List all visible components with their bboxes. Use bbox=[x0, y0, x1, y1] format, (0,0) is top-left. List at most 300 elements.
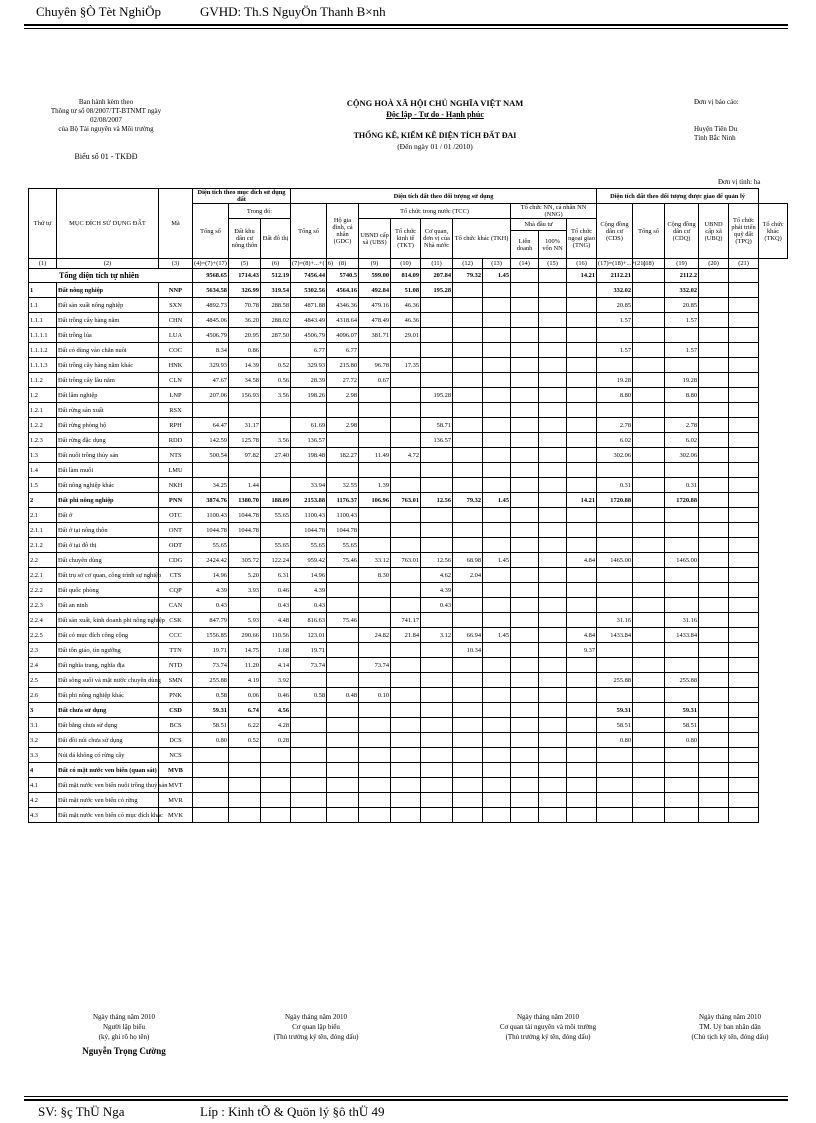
table-cell bbox=[421, 478, 453, 493]
row-code: CQP bbox=[159, 583, 193, 598]
table-cell bbox=[539, 493, 567, 508]
table-cell bbox=[729, 538, 759, 553]
row-stt: 2.2.5 bbox=[29, 628, 57, 643]
table-cell: 6.74 bbox=[229, 703, 261, 718]
form-number: Biểu số 01 - TKĐĐ bbox=[74, 152, 138, 161]
table-cell: 156.93 bbox=[229, 388, 261, 403]
table-row bbox=[29, 508, 788, 523]
group-by-user: Diện tích đất theo đối tượng sử dụng bbox=[291, 189, 597, 204]
table-cell bbox=[511, 613, 539, 628]
table-cell bbox=[359, 508, 391, 523]
row-stt: 4.1 bbox=[29, 778, 57, 793]
table-row bbox=[29, 808, 788, 823]
column-number: (2) bbox=[57, 259, 159, 269]
table-cell bbox=[539, 733, 567, 748]
table-cell: 58.51 bbox=[193, 718, 229, 733]
table-cell bbox=[391, 433, 421, 448]
table-cell bbox=[699, 658, 729, 673]
row-name: Đất làm muối bbox=[57, 463, 159, 478]
table-cell bbox=[699, 778, 729, 793]
table-cell: 14.96 bbox=[291, 568, 327, 583]
table-cell bbox=[483, 688, 511, 703]
table-cell bbox=[567, 733, 597, 748]
column-number: (14) bbox=[511, 259, 539, 269]
table-cell bbox=[511, 628, 539, 643]
row-code: LMU bbox=[159, 463, 193, 478]
table-cell bbox=[633, 793, 665, 808]
table-cell bbox=[567, 463, 597, 478]
table-cell bbox=[391, 508, 421, 523]
signature-2 bbox=[236, 1012, 396, 1046]
table-cell: 0.31 bbox=[665, 478, 699, 493]
running-header-right: GVHD: Th.S NguyÖn Thanh B×nh bbox=[200, 4, 386, 19]
row-name: Đất phi nông nghiệp bbox=[57, 493, 159, 508]
table-cell bbox=[699, 688, 729, 703]
row-stt: 3.3 bbox=[29, 748, 57, 763]
row-code: MVB bbox=[159, 763, 193, 778]
table-cell bbox=[483, 283, 511, 298]
table-cell bbox=[327, 628, 359, 643]
province: Tỉnh Bắc Ninh bbox=[694, 134, 736, 142]
table-cell bbox=[633, 778, 665, 793]
table-cell bbox=[193, 778, 229, 793]
table-cell bbox=[511, 718, 539, 733]
table-cell: 4.39 bbox=[291, 583, 327, 598]
table-cell bbox=[291, 733, 327, 748]
table-cell: 33.12 bbox=[359, 553, 391, 568]
table-cell bbox=[291, 718, 327, 733]
table-cell bbox=[699, 418, 729, 433]
table-cell bbox=[483, 643, 511, 658]
table-cell: 55.65 bbox=[261, 538, 291, 553]
table-cell bbox=[261, 463, 291, 478]
col-investor: Nhà đầu tư bbox=[511, 219, 567, 231]
table-cell: 1.68 bbox=[261, 643, 291, 658]
table-cell bbox=[729, 388, 759, 403]
signature-role: TM. Uỷ ban nhân dân bbox=[699, 1023, 761, 1031]
table-cell bbox=[539, 508, 567, 523]
unit-label: Đơn vị báo cáo: bbox=[694, 98, 739, 106]
table-cell bbox=[567, 613, 597, 628]
table-cell bbox=[729, 733, 759, 748]
table-cell bbox=[633, 418, 665, 433]
table-row bbox=[29, 748, 788, 763]
table-cell bbox=[391, 748, 421, 763]
table-cell bbox=[539, 283, 567, 298]
table-cell bbox=[511, 523, 539, 538]
table-cell: 4.14 bbox=[261, 658, 291, 673]
row-name: Đất rừng đặc dụng bbox=[57, 433, 159, 448]
table-cell bbox=[665, 748, 699, 763]
table-cell: 28.39 bbox=[291, 373, 327, 388]
table-cell: 32.55 bbox=[327, 478, 359, 493]
table-cell: 14.96 bbox=[193, 568, 229, 583]
running-header-left: Chuyên §Ò Tèt NghiÖp bbox=[36, 4, 162, 19]
table-cell: 4506.79 bbox=[291, 328, 327, 343]
row-stt: 1.1.1.2 bbox=[29, 343, 57, 358]
table-cell bbox=[261, 793, 291, 808]
table-row bbox=[29, 403, 788, 418]
table-cell bbox=[665, 763, 699, 778]
table-cell bbox=[699, 313, 729, 328]
table-cell bbox=[567, 673, 597, 688]
table-cell bbox=[421, 688, 453, 703]
table-cell bbox=[511, 553, 539, 568]
row-name: Đất bằng chưa sử dụng bbox=[57, 718, 159, 733]
table-cell: 0.86 bbox=[229, 343, 261, 358]
table-cell bbox=[261, 763, 291, 778]
table-cell: 255.88 bbox=[665, 673, 699, 688]
table-cell: 763.01 bbox=[391, 493, 421, 508]
table-cell bbox=[539, 793, 567, 808]
table-cell: 4845.06 bbox=[193, 313, 229, 328]
table-cell bbox=[359, 538, 391, 553]
table-cell bbox=[699, 763, 729, 778]
row-stt: 1.4 bbox=[29, 463, 57, 478]
table-cell: 290.66 bbox=[229, 628, 261, 643]
table-cell bbox=[483, 373, 511, 388]
table-cell: 61.69 bbox=[291, 418, 327, 433]
table-cell: 110.56 bbox=[261, 628, 291, 643]
table-cell: 1714.43 bbox=[229, 269, 261, 283]
table-cell bbox=[633, 688, 665, 703]
table-cell bbox=[633, 463, 665, 478]
column-number: (3) bbox=[159, 259, 193, 269]
table-cell bbox=[729, 778, 759, 793]
table-cell bbox=[729, 448, 759, 463]
row-name: Đất sông suối và mặt nước chuyên dùng bbox=[57, 673, 159, 688]
table-cell bbox=[483, 748, 511, 763]
table-cell bbox=[327, 733, 359, 748]
table-cell bbox=[193, 463, 229, 478]
table-cell bbox=[633, 808, 665, 823]
table-cell: 27.72 bbox=[327, 373, 359, 388]
table-row bbox=[29, 688, 788, 703]
table-cell bbox=[539, 418, 567, 433]
table-cell: 2.78 bbox=[597, 418, 633, 433]
table-cell bbox=[511, 343, 539, 358]
column-number: (8) bbox=[327, 259, 359, 269]
row-stt: 2.2.2 bbox=[29, 583, 57, 598]
table-cell bbox=[665, 568, 699, 583]
table-cell bbox=[483, 568, 511, 583]
column-number: (6) bbox=[261, 259, 291, 269]
table-cell bbox=[633, 358, 665, 373]
table-cell bbox=[511, 598, 539, 613]
table-cell bbox=[291, 748, 327, 763]
table-cell bbox=[483, 673, 511, 688]
table-cell bbox=[261, 478, 291, 493]
table-body bbox=[29, 283, 788, 823]
table-cell bbox=[391, 373, 421, 388]
table-cell bbox=[391, 718, 421, 733]
col-purpose: MỤC ĐÍCH SỬ DỤNG ĐẤT bbox=[57, 189, 159, 259]
table-cell: 106.96 bbox=[359, 493, 391, 508]
table-cell bbox=[699, 269, 729, 283]
table-cell: 55.65 bbox=[193, 538, 229, 553]
table-cell bbox=[597, 463, 633, 478]
table-cell: 1720.88 bbox=[597, 493, 633, 508]
table-cell bbox=[483, 613, 511, 628]
table-cell bbox=[729, 553, 759, 568]
table-cell bbox=[567, 793, 597, 808]
table-row bbox=[29, 628, 788, 643]
table-cell bbox=[421, 328, 453, 343]
table-cell bbox=[391, 808, 421, 823]
table-cell bbox=[665, 808, 699, 823]
row-name: Đất chưa sử dụng bbox=[57, 703, 159, 718]
table-cell bbox=[729, 628, 759, 643]
table-cell bbox=[729, 298, 759, 313]
table-cell bbox=[633, 568, 665, 583]
table-cell bbox=[291, 778, 327, 793]
table-cell bbox=[699, 628, 729, 643]
table-cell bbox=[483, 703, 511, 718]
table-cell bbox=[453, 688, 483, 703]
table-row bbox=[29, 583, 788, 598]
table-row bbox=[29, 388, 788, 403]
row-stt: 1.1.2 bbox=[29, 373, 57, 388]
table-cell: 75.46 bbox=[327, 553, 359, 568]
table-row bbox=[29, 553, 788, 568]
table-cell bbox=[511, 403, 539, 418]
table-row bbox=[29, 793, 788, 808]
col-ubs: UBND cấp xã (UBS) bbox=[359, 219, 391, 259]
table-cell: 195.28 bbox=[421, 283, 453, 298]
row-code: MVT bbox=[159, 778, 193, 793]
table-cell bbox=[327, 583, 359, 598]
table-cell bbox=[665, 793, 699, 808]
table-cell bbox=[453, 418, 483, 433]
row-name: Đất trụ sở cơ quan, công trình sự nghiệp bbox=[57, 568, 159, 583]
table-cell bbox=[633, 538, 665, 553]
table-cell bbox=[421, 763, 453, 778]
row-name: Đất phi nông nghiệp khác bbox=[57, 688, 159, 703]
table-cell: 55.65 bbox=[261, 508, 291, 523]
table-cell: 198.26 bbox=[291, 388, 327, 403]
row-code: HNK bbox=[159, 358, 193, 373]
table-cell: 4871.88 bbox=[291, 298, 327, 313]
table-cell: 34.58 bbox=[229, 373, 261, 388]
table-cell bbox=[633, 748, 665, 763]
table-cell bbox=[729, 688, 759, 703]
table-cell bbox=[665, 508, 699, 523]
table-cell: 4.56 bbox=[261, 703, 291, 718]
table-cell bbox=[391, 778, 421, 793]
table-cell bbox=[633, 613, 665, 628]
table-cell bbox=[567, 418, 597, 433]
table-cell bbox=[359, 523, 391, 538]
table-cell: 1.57 bbox=[665, 343, 699, 358]
district: Huyện Tiên Du bbox=[694, 125, 738, 133]
group-by-manager: Diện tích đất theo đối tượng được giao để quản lý bbox=[597, 189, 759, 204]
table-cell bbox=[483, 778, 511, 793]
table-cell bbox=[633, 523, 665, 538]
row-code: CLN bbox=[159, 373, 193, 388]
footer-right: Líp : Kinh tÕ & Quön lý §ô thÜ 49 bbox=[200, 1104, 385, 1119]
table-cell bbox=[597, 643, 633, 658]
table-cell bbox=[729, 703, 759, 718]
col-cdq: Cộng đồng dân cư (CDQ) bbox=[665, 204, 699, 259]
table-cell: 0.43 bbox=[421, 598, 453, 613]
row-code: MVR bbox=[159, 793, 193, 808]
table-cell bbox=[327, 793, 359, 808]
table-cell bbox=[453, 703, 483, 718]
row-name: Đất mặt nước ven biển có mục đích khác bbox=[57, 808, 159, 823]
table-cell bbox=[539, 673, 567, 688]
row-stt: 3 bbox=[29, 703, 57, 718]
table-cell bbox=[359, 388, 391, 403]
row-stt: 2.2.3 bbox=[29, 598, 57, 613]
table-cell: 19.28 bbox=[597, 373, 633, 388]
table-cell bbox=[453, 583, 483, 598]
table-cell bbox=[729, 328, 759, 343]
table-cell bbox=[567, 808, 597, 823]
table-cell: 136.57 bbox=[421, 433, 453, 448]
table-cell: 2.78 bbox=[665, 418, 699, 433]
table-cell: 215.80 bbox=[327, 358, 359, 373]
table-cell bbox=[729, 358, 759, 373]
table-cell bbox=[567, 688, 597, 703]
table-cell bbox=[729, 493, 759, 508]
table-cell bbox=[483, 793, 511, 808]
table-cell bbox=[421, 658, 453, 673]
table-cell bbox=[391, 763, 421, 778]
table-cell bbox=[291, 403, 327, 418]
row-name: Đất mặt nước ven biển nuôi trồng thuỷ sản bbox=[57, 778, 159, 793]
column-number: (20) bbox=[699, 259, 729, 269]
signature-note: (ký, ghi rõ họ tên) bbox=[98, 1033, 150, 1041]
table-cell: 1465.00 bbox=[665, 553, 699, 568]
table-cell: 847.79 bbox=[193, 613, 229, 628]
table-cell: 332.02 bbox=[597, 283, 633, 298]
table-cell bbox=[511, 793, 539, 808]
row-name: Đất ở tại đô thị bbox=[57, 538, 159, 553]
table-cell bbox=[633, 388, 665, 403]
table-cell bbox=[421, 298, 453, 313]
table-cell bbox=[633, 718, 665, 733]
signature-role: Người lập biểu bbox=[102, 1023, 146, 1031]
table-cell bbox=[421, 778, 453, 793]
table-cell bbox=[699, 343, 729, 358]
row-name: Đất đồi núi chưa sử dụng bbox=[57, 733, 159, 748]
table-cell: 11.49 bbox=[359, 448, 391, 463]
signature-4 bbox=[650, 1012, 810, 1046]
table-cell: 19.28 bbox=[665, 373, 699, 388]
table-cell bbox=[359, 673, 391, 688]
table-cell bbox=[699, 493, 729, 508]
row-stt: 2.2.1 bbox=[29, 568, 57, 583]
table-cell bbox=[453, 613, 483, 628]
table-cell bbox=[597, 358, 633, 373]
table-cell: 47.67 bbox=[193, 373, 229, 388]
table-cell bbox=[567, 313, 597, 328]
table-cell: 14.39 bbox=[229, 358, 261, 373]
table-cell: 5634.58 bbox=[193, 283, 229, 298]
table-cell bbox=[567, 478, 597, 493]
table-cell bbox=[483, 358, 511, 373]
table-cell bbox=[699, 808, 729, 823]
table-cell bbox=[633, 298, 665, 313]
table-cell: 20.85 bbox=[597, 298, 633, 313]
table-cell bbox=[359, 418, 391, 433]
table-cell bbox=[261, 748, 291, 763]
table-cell bbox=[421, 793, 453, 808]
col-incl: Trong đó: bbox=[229, 204, 291, 219]
table-cell bbox=[229, 793, 261, 808]
table-cell bbox=[359, 613, 391, 628]
table-cell bbox=[453, 733, 483, 748]
table-cell: 21.84 bbox=[391, 628, 421, 643]
row-code: MVK bbox=[159, 808, 193, 823]
table-cell: 500.54 bbox=[193, 448, 229, 463]
table-cell: 319.54 bbox=[261, 283, 291, 298]
table-cell bbox=[291, 673, 327, 688]
table-cell: 182.27 bbox=[327, 448, 359, 463]
row-code: PNN bbox=[159, 493, 193, 508]
table-cell bbox=[665, 643, 699, 658]
table-cell bbox=[483, 523, 511, 538]
table-cell bbox=[699, 643, 729, 658]
row-stt: 2 bbox=[29, 493, 57, 508]
table-cell bbox=[483, 658, 511, 673]
table-cell: 14.75 bbox=[229, 643, 261, 658]
table-cell bbox=[391, 658, 421, 673]
table-cell: 11.20 bbox=[229, 658, 261, 673]
column-number: (11) bbox=[421, 259, 453, 269]
table-cell bbox=[391, 403, 421, 418]
col-stt: Thứ tự bbox=[29, 189, 57, 259]
table-cell bbox=[511, 269, 539, 283]
table-cell bbox=[421, 373, 453, 388]
table-cell: 2112.2 bbox=[665, 269, 699, 283]
table-cell bbox=[539, 478, 567, 493]
table-cell bbox=[539, 523, 567, 538]
signature-date: Ngày tháng năm 2010 bbox=[516, 1013, 579, 1021]
table-cell bbox=[699, 478, 729, 493]
table-cell bbox=[453, 793, 483, 808]
table-cell bbox=[567, 373, 597, 388]
table-cell: 31.17 bbox=[229, 418, 261, 433]
table-cell bbox=[453, 463, 483, 478]
row-stt: 1.1.1.1 bbox=[29, 328, 57, 343]
table-cell bbox=[327, 658, 359, 673]
table-cell bbox=[539, 598, 567, 613]
table-cell bbox=[511, 538, 539, 553]
table-cell bbox=[261, 418, 291, 433]
table-cell: 1.57 bbox=[665, 313, 699, 328]
row-code: TTN bbox=[159, 643, 193, 658]
table-cell bbox=[539, 748, 567, 763]
col-urban: Đất đô thị bbox=[261, 219, 291, 259]
table-cell: 0.58 bbox=[291, 688, 327, 703]
table-cell bbox=[453, 778, 483, 793]
table-cell bbox=[633, 478, 665, 493]
table-row bbox=[29, 478, 788, 493]
table-cell: 1100.43 bbox=[193, 508, 229, 523]
table-cell bbox=[391, 523, 421, 538]
signature-date: Ngày tháng năm 2010 bbox=[284, 1013, 347, 1021]
table-cell: 73.74 bbox=[359, 658, 391, 673]
table-row bbox=[29, 568, 788, 583]
table-cell bbox=[539, 343, 567, 358]
table-cell bbox=[699, 448, 729, 463]
table-cell bbox=[539, 778, 567, 793]
table-cell: 51.08 bbox=[391, 283, 421, 298]
row-code: RPH bbox=[159, 418, 193, 433]
table-cell bbox=[483, 433, 511, 448]
table-cell bbox=[729, 568, 759, 583]
